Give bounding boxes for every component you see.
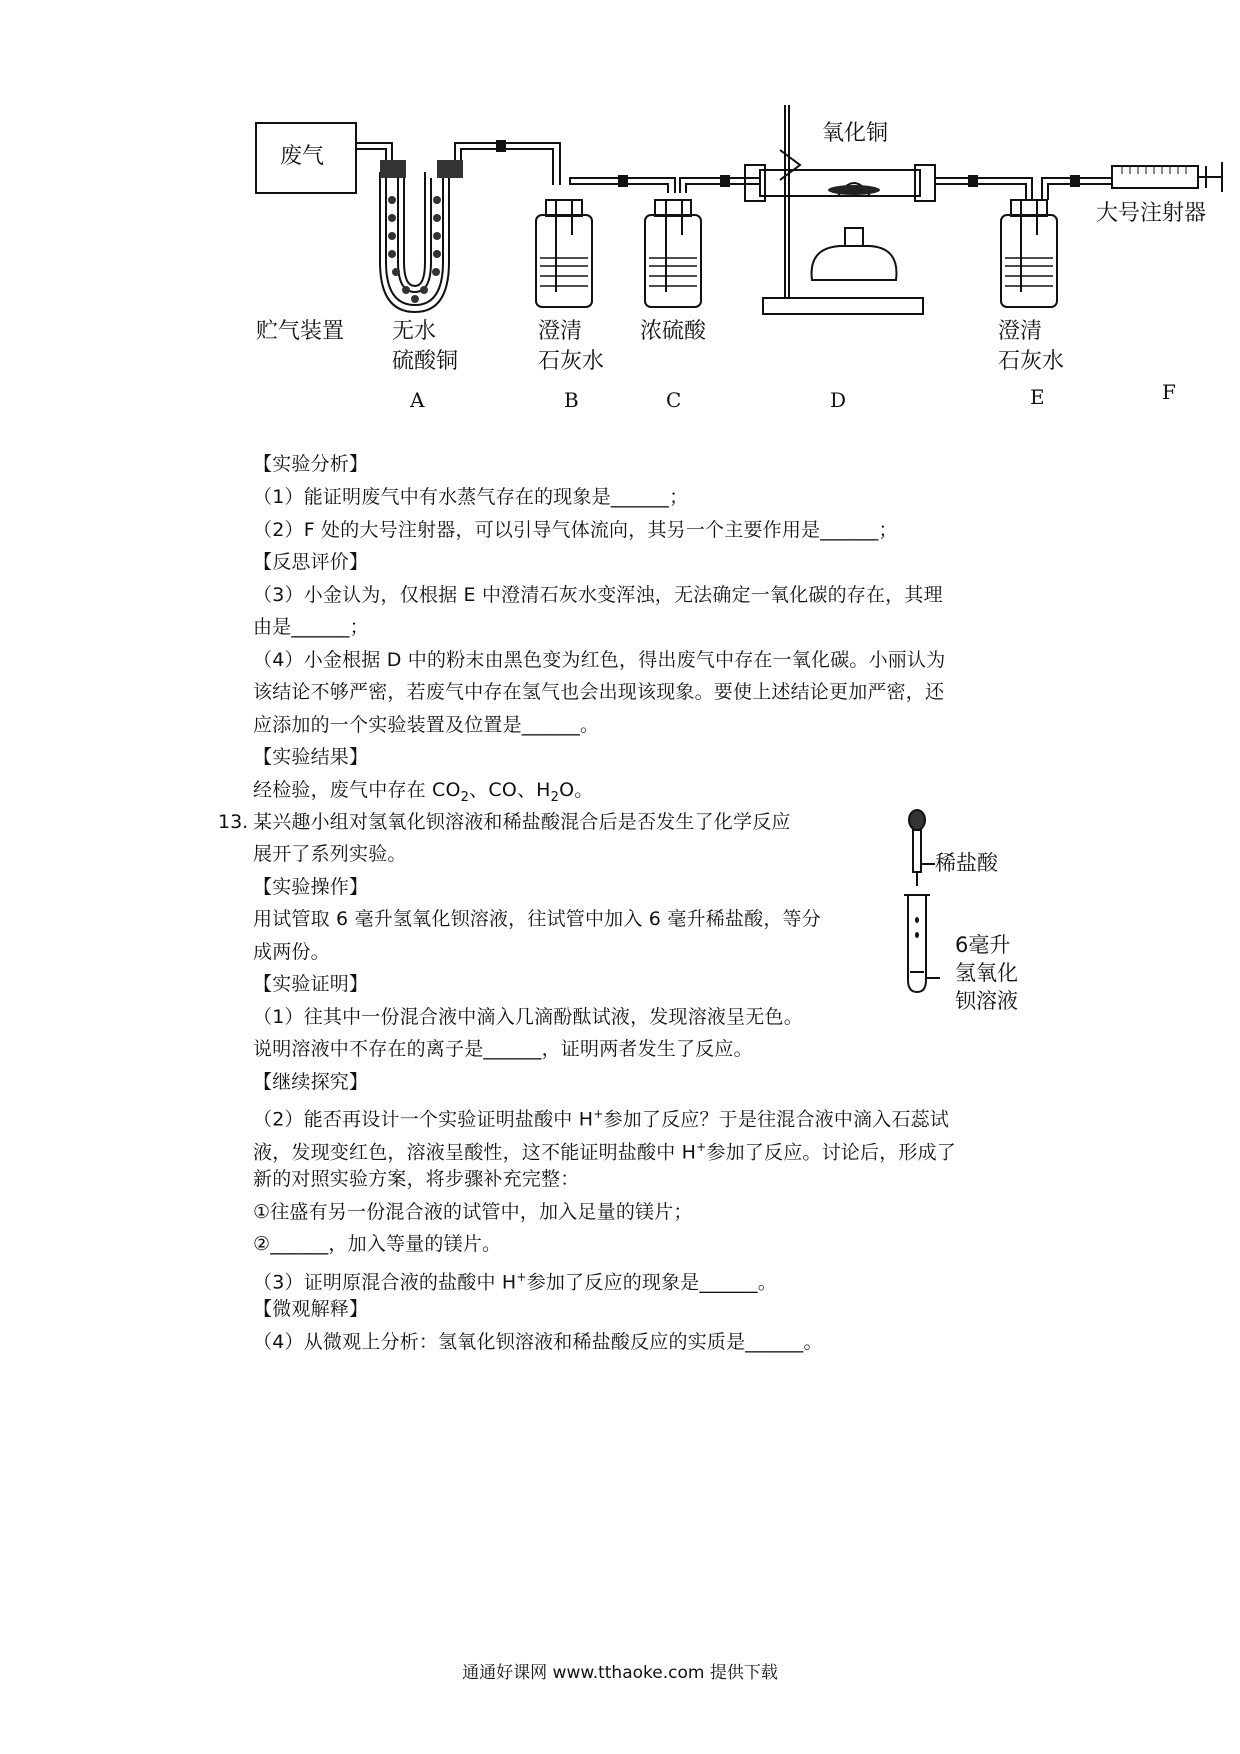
heading-operation: 【实验操作】 bbox=[253, 876, 369, 898]
q13-cont-3: 新的对照实验方案，将步骤补充完整： bbox=[253, 1168, 580, 1190]
heading-proof: 【实验证明】 bbox=[253, 973, 369, 995]
q13-intro-2: 展开了系列实验。 bbox=[253, 843, 407, 865]
heading-analysis: 【实验分析】 bbox=[253, 453, 369, 475]
result-end: O。 bbox=[559, 779, 594, 801]
q13-intro-1: 某兴趣小组对氢氧化钡溶液和稀盐酸混合后是否发生了化学反应 bbox=[253, 811, 791, 833]
q12-line-3a: （3）小金认为，仅根据 E 中澄清石灰水变浑浊，无法确定一氧化碳的存在，其理 bbox=[253, 584, 943, 606]
cont1-post: 参加了反应？于是往混合液中滴入石蕊试 bbox=[603, 1108, 950, 1131]
cont2-post: 参加了反应。讨论后，形成了 bbox=[706, 1141, 957, 1164]
fig-solution-label-2: 钡溶液 bbox=[955, 989, 1018, 1013]
q13-proof-2: 说明溶液中不存在的离子是______，证明两者发生了反应。 bbox=[253, 1038, 753, 1060]
page-footer: 通通好课网 www.tthaoke.com 提供下载 bbox=[462, 1663, 778, 1683]
q12-line-1: （1）能证明废气中有水蒸气存在的现象是______； bbox=[253, 486, 689, 508]
e-label-2: 石灰水 bbox=[998, 349, 1065, 374]
heading-reflect: 【反思评价】 bbox=[253, 551, 369, 573]
exhaust-box-label: 废气 bbox=[280, 144, 325, 169]
q13-op-2: 成两份。 bbox=[253, 941, 330, 963]
q13-micro-1: （4）从微观上分析：氢氧化钡溶液和稀盐酸反应的实质是______。 bbox=[253, 1331, 823, 1353]
b-label-1: 澄清 bbox=[538, 319, 583, 344]
letter-e: E bbox=[1030, 385, 1045, 409]
cont6-pre: （3）证明原混合液的盐酸中 H bbox=[253, 1271, 517, 1294]
b-label-2: 石灰水 bbox=[538, 349, 605, 374]
tube-a-to-b bbox=[455, 143, 560, 185]
heading-continue: 【继续探究】 bbox=[253, 1071, 369, 1093]
f-label: 大号注射器 bbox=[1096, 201, 1207, 226]
result-pre: 经检验，废气中存在 CO bbox=[253, 779, 461, 801]
cont6-post: 参加了反应的现象是______。 bbox=[526, 1271, 777, 1294]
result-sub: 2 bbox=[460, 789, 470, 805]
bottle-c bbox=[645, 215, 701, 307]
fig-volume-label: 6毫升 bbox=[955, 933, 1011, 957]
bottle-b bbox=[536, 215, 592, 307]
q13-proof-1: （1）往其中一份混合液中滴入几滴酚酞试液，发现溶液呈无色。 bbox=[253, 1006, 803, 1028]
heading-micro: 【微观解释】 bbox=[253, 1298, 369, 1320]
cont1-sup: + bbox=[593, 1107, 604, 1121]
letter-b: B bbox=[564, 388, 579, 412]
letter-d: D bbox=[830, 388, 847, 412]
result-sub2: 2 bbox=[550, 789, 560, 805]
result-post: 、CO、H bbox=[469, 779, 551, 801]
dropper-bulb bbox=[909, 810, 925, 830]
tube-d-to-e bbox=[935, 178, 1032, 200]
cont1-pre: （2）能否再设计一个实验证明盐酸中 H bbox=[253, 1108, 594, 1131]
a-label-2: 硫酸铜 bbox=[392, 349, 459, 374]
e-label-1: 澄清 bbox=[998, 319, 1043, 344]
q13-cont-5: ②______，加入等量的镁片。 bbox=[253, 1233, 502, 1255]
question-number-13: 13. bbox=[218, 811, 249, 833]
c-label: 浓硫酸 bbox=[640, 319, 707, 344]
letter-a: A bbox=[410, 388, 425, 412]
q12-line-4b: 该结论不够严密，若废气中存在氢气也会出现该现象。要使上述结论更加严密，还 bbox=[253, 681, 945, 703]
dropper-body bbox=[913, 830, 921, 872]
test-tube bbox=[908, 895, 926, 992]
a-label-1: 无水 bbox=[392, 319, 437, 344]
q12-line-3b: 由是______； bbox=[253, 616, 369, 638]
letter-c: C bbox=[666, 388, 682, 412]
letter-f: F bbox=[1162, 380, 1176, 404]
iron-stand-base bbox=[763, 298, 923, 314]
d-label: 氧化铜 bbox=[822, 121, 889, 146]
alcohol-lamp bbox=[812, 246, 897, 280]
q12-line-4c: 应添加的一个实验装置及位置是______。 bbox=[253, 714, 600, 736]
cont6-sup: + bbox=[516, 1270, 527, 1284]
q13-op-1: 用试管取 6 毫升氢氧化钡溶液，往试管中加入 6 毫升稀盐酸，等分 bbox=[253, 908, 821, 930]
q12-line-2: （2）F 处的大号注射器，可以引导气体流向，其另一个主要作用是______； bbox=[253, 519, 898, 541]
syringe bbox=[1112, 166, 1198, 188]
storage-label: 贮气装置 bbox=[256, 319, 345, 344]
fig-solution-label-1: 氢氧化 bbox=[955, 961, 1018, 985]
q12-line-4a: （4）小金根据 D 中的粉末由黑色变为红色，得出废气中存在一氧化碳。小丽认为 bbox=[253, 649, 946, 671]
cont2-pre: 液，发现变红色，溶液呈酸性，这不能证明盐酸中 H bbox=[253, 1141, 697, 1164]
cont2-sup: + bbox=[696, 1140, 707, 1154]
q13-cont-4: ①往盛有另一份混合液的试管中，加入足量的镁片； bbox=[253, 1201, 693, 1223]
q13-cont-1 bbox=[253, 1098, 949, 1135]
bottle-e bbox=[1001, 215, 1057, 307]
heading-result: 【实验结果】 bbox=[253, 746, 369, 768]
tube-box-to-a bbox=[356, 143, 392, 160]
fig-acid-label: 稀盐酸 bbox=[935, 851, 998, 875]
